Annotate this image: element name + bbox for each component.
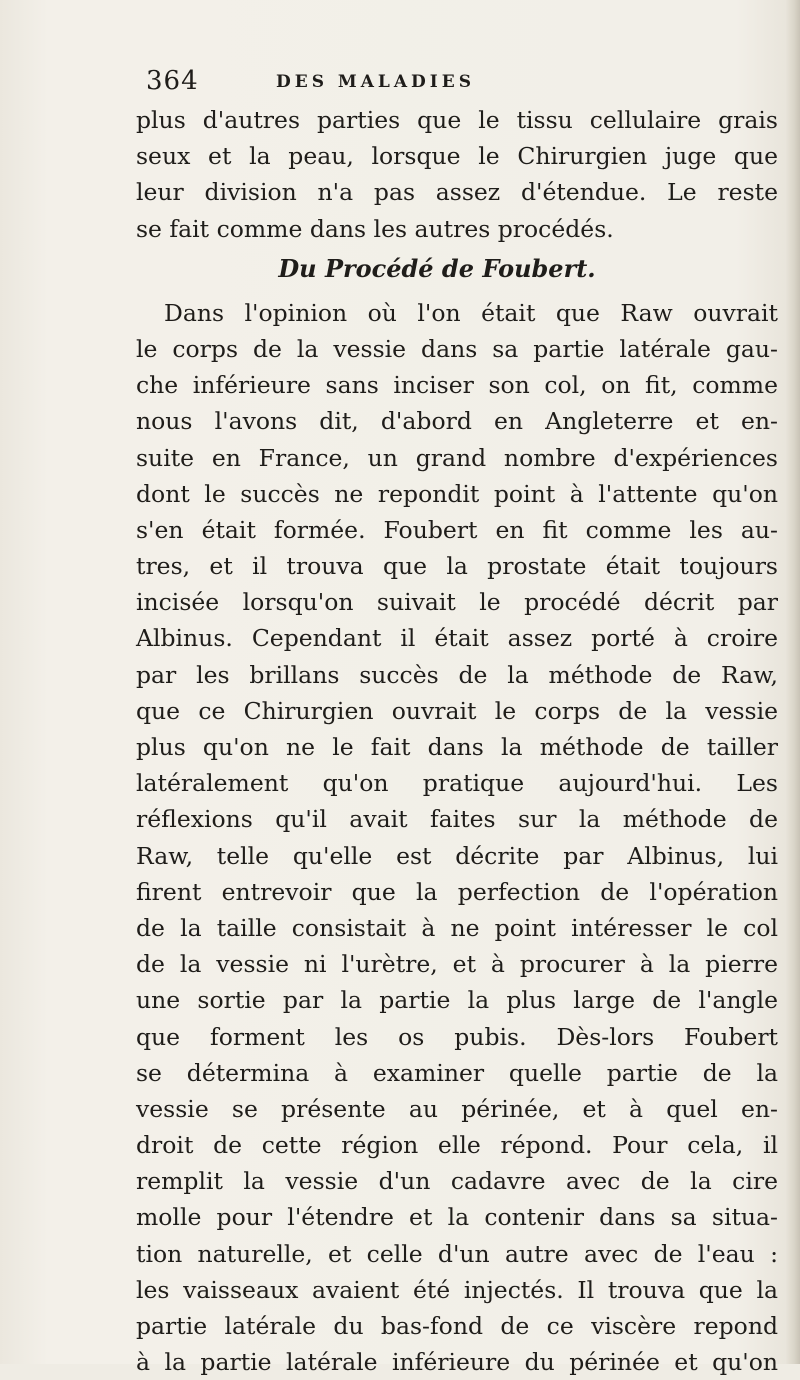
page-header: [146, 66, 766, 106]
text-line: incisée lorsqu'on suivait le procédé décrit par: [136, 588, 778, 617]
text-line: molle pour l'étendre et la contenir dans sa situa-: [136, 1203, 778, 1232]
text-line: leur division n'a pas assez d'étendue. Le reste: [136, 178, 778, 207]
text-line: Albinus. Cependant il était assez porté à croire: [136, 624, 778, 653]
text-line: une sortie par la partie la plus large de l'angle: [136, 986, 778, 1015]
page-number: 364: [146, 66, 199, 96]
text-line: che inférieure sans inciser son col, on fit, comme: [136, 371, 778, 400]
text-line: de la vessie ni l'urètre, et à procurer à la pierre: [136, 950, 778, 979]
section-title: Du Procédé de Foubert.: [278, 253, 596, 283]
text-line: se fait comme dans les autres procédés.: [136, 214, 614, 243]
paragraph-1: [136, 102, 778, 247]
text-line: se détermina à examiner quelle partie de la: [136, 1058, 778, 1087]
text-line: seux et la peau, lorsque le Chirurgien juge que: [136, 142, 778, 171]
text-line: plus qu'on ne le fait dans la méthode de tailler: [136, 733, 778, 761]
text-line: à la partie latérale inférieure du périnée et qu'on: [136, 1348, 778, 1377]
text-line: que ce Chirurgien ouvrait le corps de la vessie: [136, 696, 778, 725]
paragraph-2: [136, 295, 778, 1380]
text-line: partie latérale du bas-fond de ce viscère repond: [136, 1312, 778, 1340]
text-line: plus d'autres parties que le tissu cellulaire grais: [136, 106, 778, 134]
text-line: Raw, telle qu'elle est décrite par Albinus, lui: [136, 841, 778, 870]
text-line: nous l'avons dit, d'abord en Angleterre et en-: [136, 407, 778, 436]
text-line: dont le succès ne repondit point à l'attente qu'on: [136, 479, 778, 508]
text-line: s'en était formée. Foubert en fit comme les au-: [136, 515, 778, 544]
text-line: par les brillans succès de la méthode de Raw,: [136, 660, 778, 689]
text-line: que forment les os pubis. Dès-lors Foubert: [136, 1022, 778, 1051]
text-line: latéralement qu'on pratique aujourd'hui. Les: [136, 769, 778, 798]
text-line: le corps de la vessie dans sa partie latérale gau-: [136, 334, 778, 363]
text-line: droit de cette région elle répond. Pour cela, il: [136, 1131, 778, 1160]
text-line: remplit la vessie d'un cadavre avec de la cire: [136, 1167, 778, 1196]
text-line: réflexions qu'il avait faites sur la méthode de: [136, 805, 778, 834]
text-line: suite en France, un grand nombre d'expériences: [136, 443, 778, 472]
body-text: [136, 102, 778, 1380]
text-line: Dans l'opinion où l'on était que Raw ouvrait: [164, 298, 778, 327]
text-line: firent entrevoir que la perfection de l'opération: [136, 877, 778, 906]
text-line: tres, et il trouva que la prostate était toujours: [136, 552, 778, 581]
page-edge: [786, 0, 800, 1364]
text-line: de la taille consistait à ne point intéresser le col: [136, 913, 778, 942]
text-line: vessie se présente au périnée, et à quel en-: [136, 1094, 778, 1123]
running-head: DES MALADIES: [276, 72, 475, 92]
text-line: les vaisseaux avaient été injectés. Il trouva que la: [136, 1275, 778, 1304]
text-line: tion naturelle, et celle d'un autre avec de l'eau :: [136, 1239, 778, 1268]
